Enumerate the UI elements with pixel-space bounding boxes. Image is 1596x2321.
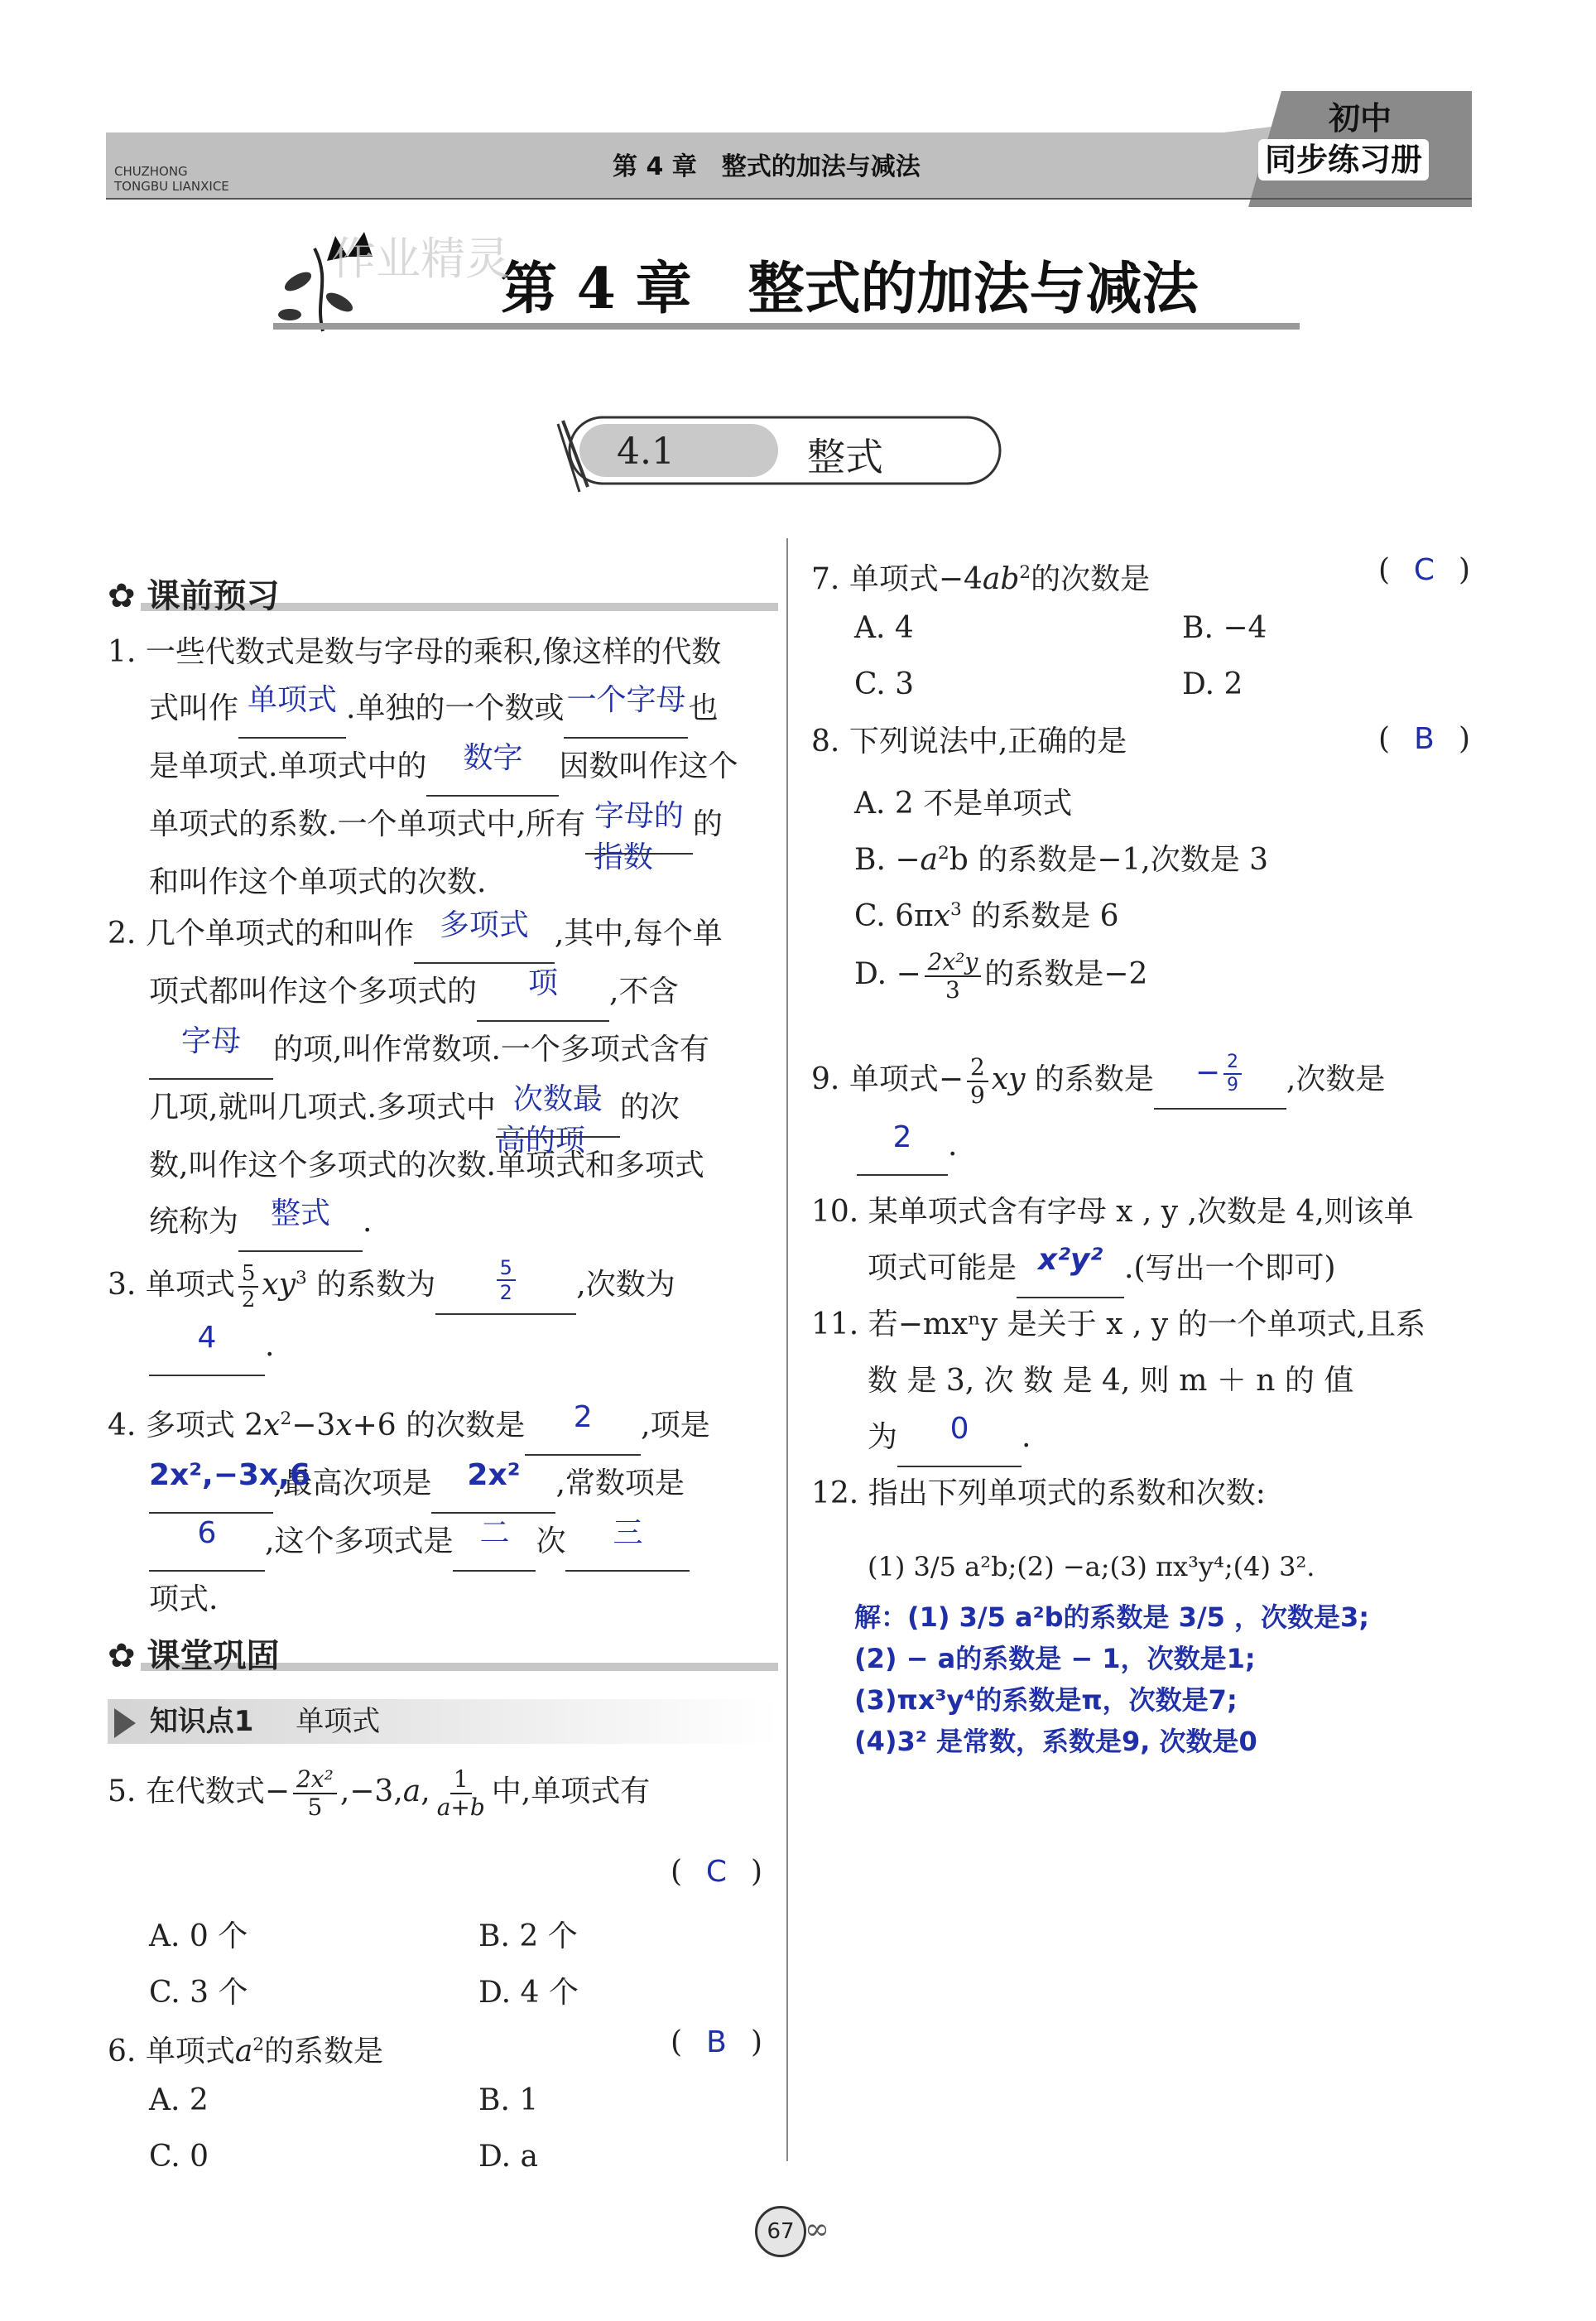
answer-parentheses: ( C ): [671, 1855, 762, 1889]
answer-blank-line2: 指数: [593, 840, 653, 874]
page-ornament-icon: ∞: [805, 2213, 829, 2246]
answer-blank: 三: [613, 1516, 643, 1550]
option-b: B. 2 个: [478, 1919, 578, 1953]
answer-blank-line2: 高的项: [495, 1124, 585, 1158]
question-9: 9. 单项式− $\frac{2}{9}$ xy 的系数是 − $\frac{2}{9}$ ,次数是 2 .: [811, 1052, 1490, 1176]
option-a: A. 4: [854, 611, 914, 645]
answer-blank: 单项式: [248, 683, 338, 717]
answer-blank: 2: [892, 1120, 912, 1154]
answer-blank: 2: [1223, 1053, 1242, 1075]
option-a: A. 2: [149, 2083, 209, 2117]
heading-text: 课前预习: [147, 577, 280, 615]
chapter-title: 第 4 章 整式的加法与减法: [501, 256, 1199, 322]
option-d: D. 4 个: [478, 1976, 579, 2010]
option-a: A. 2 不是单项式: [854, 787, 1073, 821]
option-b: B. 1: [478, 2083, 539, 2117]
answer-choice: C: [705, 1855, 728, 1889]
answer-blank: 2x²,−3x,6: [149, 1458, 310, 1492]
paw-icon: ✿: [108, 577, 136, 615]
answer-blank: 次数最: [512, 1082, 603, 1116]
option-c: C. 0: [149, 2140, 209, 2174]
answer-blank: 一个字母: [566, 683, 686, 717]
page-number: 67: [755, 2206, 806, 2257]
heading-text: 课堂巩固: [147, 1637, 280, 1675]
running-title: 第 4 章 整式的加法与减法: [613, 152, 921, 181]
answer-blank: 二: [479, 1516, 510, 1550]
answer-blank: 多项式: [439, 908, 529, 942]
knowledge-point-bar: [108, 1699, 778, 1744]
question-6: 6. 单项式$a^2$的系数是: [108, 2034, 384, 2068]
logo-line-2: 同步练习册: [1258, 139, 1429, 181]
option-b: B. −4: [1182, 611, 1267, 645]
option-a: A. 0 个: [149, 1919, 248, 1953]
question-2: 2. 几个单项式的和叫作 多项式 ,其中,每个单 项式都叫作这个多项式的 项 ,不含 字母 的项,叫作常数项.一个多项式含有 几项,就叫几项式.多项式中 次数最 高的项 的次 数,叫作这个多项式的次数.单项式和多项式 统称为 整式 .: [108, 906, 778, 1252]
answer-choice: C: [1413, 553, 1435, 587]
column-divider: [786, 538, 788, 2161]
answer-parentheses: ( B ): [1378, 722, 1470, 756]
brand-line-2: TONGBU LIANXICE: [114, 179, 229, 194]
answer-blank: 0: [949, 1412, 969, 1446]
section-heading-preview: [108, 570, 279, 617]
solution-line: 解：(1) 3/5 a²b的系数是 3/5 ，次数是3;: [854, 1601, 1370, 1633]
answer-blank: 整式: [271, 1197, 331, 1230]
answer-blank: 项: [528, 966, 559, 1000]
option-b: B. $-a^2b$ 的系数是−1,次数是 3: [854, 843, 1269, 877]
question-12-items: (1) 3/5 a²b;(2) −a;(3) πx³y⁴;(4) 3².: [868, 1551, 1315, 1582]
answer-blank: 6: [197, 1516, 217, 1550]
answer-blank: 字母的: [594, 799, 684, 833]
section-name: 整式: [807, 435, 883, 479]
answer-blank: 数字: [463, 741, 523, 775]
answer-blank: 2x²: [467, 1458, 521, 1492]
question-4: 4. 多项式 $2x^2-3x+6$ 的次数是 2 ,项是 2x²,−3x,6,最高次项是 2x² ,常数项是 6 ,这个多项式是 二 次 三 项式.: [108, 1391, 778, 1628]
answer-blank: 字母: [180, 1024, 241, 1058]
option-d: D. a: [478, 2140, 538, 2174]
section-heading-consolidate: [108, 1630, 279, 1677]
answer-parentheses: ( C ): [1378, 553, 1470, 587]
solution-line: (4)3² 是常数，系数是9, 次数是0: [854, 1726, 1257, 1757]
question-7: 7. 单项式$-4ab^2$的次数是: [811, 562, 1151, 596]
brand-line-1: CHUZHONG: [114, 164, 188, 179]
answer-choice: B: [1414, 722, 1435, 756]
knowledge-point-name: 单项式: [296, 1705, 381, 1738]
answer-blank: 2: [573, 1400, 593, 1434]
knowledge-point-tag: 知识点1: [149, 1705, 254, 1738]
option-d: D. − $\frac{\text{2x²y}}{3}$ 的系数是−2: [854, 948, 1148, 1004]
answer-blank: 4: [197, 1321, 217, 1355]
question-11: 11. 若−mxⁿy 是关于 x , y 的一个单项式,且系 数 是 3, 次 数 是 4, 则 m ＋ n 的 值 为 0 .: [811, 1297, 1490, 1467]
answer-parentheses: ( B ): [671, 2025, 762, 2059]
option-d: D. 2: [1182, 667, 1243, 701]
section-number: 4.1: [617, 431, 675, 473]
question-5: 5. 在代数式− $\frac{\text{2x²}}{5}$ ,−3,a, $\frac{1}{a+b}$ 中,单项式有: [108, 1765, 651, 1821]
question-8: 8. 下列说法中,正确的是: [811, 725, 1127, 758]
brand-text: [114, 164, 229, 194]
question-12: 12. 指出下列单项式的系数和次数: (1) 3/5 a²b;(2) −a;(3) πx³y⁴;(4) 3².: [811, 1466, 1490, 1595]
option-c: C. 3: [854, 667, 915, 701]
paw-icon: ✿: [108, 1637, 136, 1675]
triangle-icon: [114, 1708, 136, 1738]
question-1: 1. 一些代数式是数与字母的乘积,像这样的代数 式叫作 单项式 .单独的一个数或一个字母也 是单项式.单项式中的 数字 因数叫作这个 单项式的系数.一个单项式中,所有 字母的 指数 的 和叫作这个单项式的次数.: [108, 635, 738, 899]
option-c: C. $6\pi x^3$ 的系数是 6: [854, 899, 1119, 933]
solution-line: (3)πx³y⁴的系数是π，次数是7;: [854, 1684, 1238, 1716]
question-3: 3. 单项式 $\frac{5}{2}$ $xy^3$ 的系数为 $\frac{5}{2}$ ,次数为 4 .: [108, 1250, 778, 1376]
series-logo: [1258, 98, 1429, 181]
answer-blank: 5: [497, 1258, 516, 1281]
answer-choice: B: [706, 2025, 727, 2059]
option-c: C. 3 个: [149, 1976, 248, 2010]
watermark: 作业精灵: [331, 233, 510, 285]
answer-blank: x²y²: [1037, 1243, 1103, 1277]
solution-block: [854, 1596, 1369, 1762]
logo-line-1: 初中: [1329, 100, 1392, 137]
question-10: 10. 某单项式含有字母 x , y ,次数是 4,则该单 项式可能是 x²y² .(写出一个即可): [811, 1184, 1490, 1298]
solution-line: (2) − a的系数是 − 1，次数是1;: [854, 1643, 1256, 1674]
